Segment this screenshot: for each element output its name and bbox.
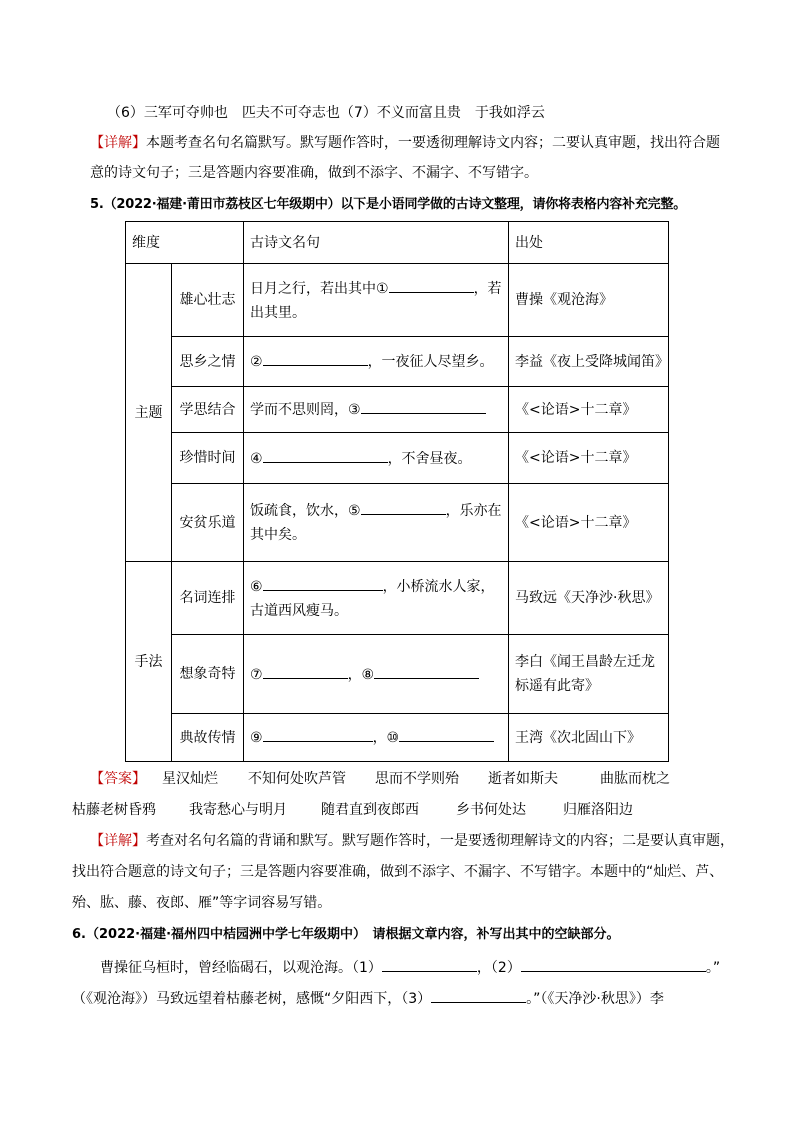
dim-cell: 想象奇特 (172, 635, 244, 714)
q6-blank-1[interactable] (382, 955, 477, 972)
group-technique: 手法 (126, 562, 172, 762)
source-cell: 王湾《次北固山下》 (509, 714, 669, 762)
blank-5[interactable] (361, 498, 446, 515)
quote-cell: ⑥ ，小桥流水人家，古道西风瘦马。 (244, 562, 509, 635)
source-cell: 《<论语>十二章》 (509, 484, 669, 562)
detail-text: 本题考查名句名篇默写。默写题作答时，一要透彻理解诗文内容；二要认真审题，找出符合题 (146, 135, 720, 151)
answer-item: 思而不学则殆 (375, 771, 459, 787)
answer-item: 乡书何处达 (456, 802, 526, 818)
dim-cell: 思乡之情 (172, 337, 244, 387)
blank-9[interactable] (263, 725, 373, 742)
detail-label: 【详解】 (90, 833, 146, 849)
dim-cell: 名词连排 (172, 562, 244, 635)
source-cell: 《<论语>十二章》 (509, 433, 669, 484)
header-source: 出处 (509, 222, 669, 264)
quote-cell: ② ，一夜征人尽望乡。 (244, 337, 509, 387)
q6-para-2: （《观沧海》）马致远望着枯藤老树，感慨“夕阳西下，（3） 。”（《天净沙·秋思》）李 (72, 986, 664, 1011)
answer-item: 不知何处吹芦管 (248, 771, 346, 787)
group-theme: 主题 (126, 264, 172, 562)
answer-item: 随君直到夜郎西 (321, 802, 419, 818)
detail-label: 【详解】 (90, 135, 146, 151)
quote-cell: ⑨ ，⑩ (244, 714, 509, 762)
source-cell: 曹操《观沧海》 (509, 264, 669, 337)
answer-item: 逝者如斯夫 (488, 771, 558, 787)
q6-blank-3[interactable] (431, 986, 526, 1003)
answer-line-1 (90, 767, 670, 791)
quote-cell: 日月之行，若出其中① ，若出其里。 (244, 264, 509, 337)
detail-2-line-c: 殆、肱、藤、夜郎、雁”等字词容易写错。 (72, 895, 332, 911)
answer-item: 归雁洛阳边 (563, 802, 633, 818)
detail-2-line-a (90, 829, 734, 853)
quote-cell: ④ ，不舍昼夜。 (244, 433, 509, 484)
header-quote: 古诗文名句 (244, 222, 509, 264)
source-cell: 李白《闻王昌龄左迁龙标遥有此寄》 (509, 635, 669, 714)
dim-cell: 学思结合 (172, 387, 244, 433)
source-cell: 马致远《天净沙·秋思》 (509, 562, 669, 635)
blank-1[interactable] (389, 276, 474, 293)
detail-2-line-b: 找出符合题意的诗文句子；三是答题内容要准确，做到不添字、不漏字、不写错字。本题中的“灿烂、芦、 (72, 864, 724, 880)
quote-cell: ⑦ ，⑧ (244, 635, 509, 714)
blank-6[interactable] (263, 574, 383, 591)
answer-line-6-7: （6）三军可夺帅也 匹夫不可夺志也（7）不义而富且贵 于我如浮云 (107, 105, 545, 121)
detail-text: 考查对名句名篇的背诵和默写。默写题作答时，一是要透彻理解诗文的内容；二是要认真审题， (146, 833, 734, 849)
dim-cell: 典故传情 (172, 714, 244, 762)
answer-item: 我寄愁心与明月 (189, 802, 287, 818)
blank-7[interactable] (263, 662, 348, 679)
answer-line-2 (72, 798, 633, 822)
answer-item: 星汉灿烂 (162, 771, 218, 787)
source-cell: 《<论语>十二章》 (509, 387, 669, 433)
q6-blank-2[interactable] (521, 955, 706, 972)
detail-1-line-b: 意的诗文句子；三是答题内容要准确，做到不添字、不漏字、不写错字。 (90, 165, 538, 181)
dim-cell: 安贫乐道 (172, 484, 244, 562)
question-6-title: 6.（2022·福建·福州四中桔园洲中学七年级期中） 请根据文章内容，补写出其中的空缺部分。 (72, 927, 620, 942)
dim-cell: 珍惜时间 (172, 433, 244, 484)
question-5-title: 5.（2022·福建·莆田市荔枝区七年级期中）以下是小语同学做的古诗文整理，请你将表格内容补充完整。 (90, 197, 687, 212)
blank-4[interactable] (263, 446, 388, 463)
answer-item: 曲肱而枕之 (600, 771, 670, 787)
dim-cell: 雄心壮志 (172, 264, 244, 337)
q6-para-1: 曹操征乌桓时，曾经临碣石，以观沧海。（1） ，（2） 。” (100, 955, 720, 980)
detail-1-line-a (90, 131, 720, 155)
poetry-table (125, 221, 669, 762)
answer-label: 【答案】 (90, 771, 146, 787)
source-cell: 李益《夜上受降城闻笛》 (509, 337, 669, 387)
blank-8[interactable] (374, 662, 479, 679)
quote-cell: 饭疏食，饮水，⑤ ，乐亦在其中矣。 (244, 484, 509, 562)
answer-item: 枯藤老树昏鸦 (72, 802, 156, 818)
header-dimension: 维度 (126, 222, 244, 264)
blank-2[interactable] (263, 349, 368, 366)
blank-10[interactable] (399, 725, 494, 742)
blank-3[interactable] (361, 397, 486, 414)
quote-cell: 学而不思则罔，③ (244, 387, 509, 433)
